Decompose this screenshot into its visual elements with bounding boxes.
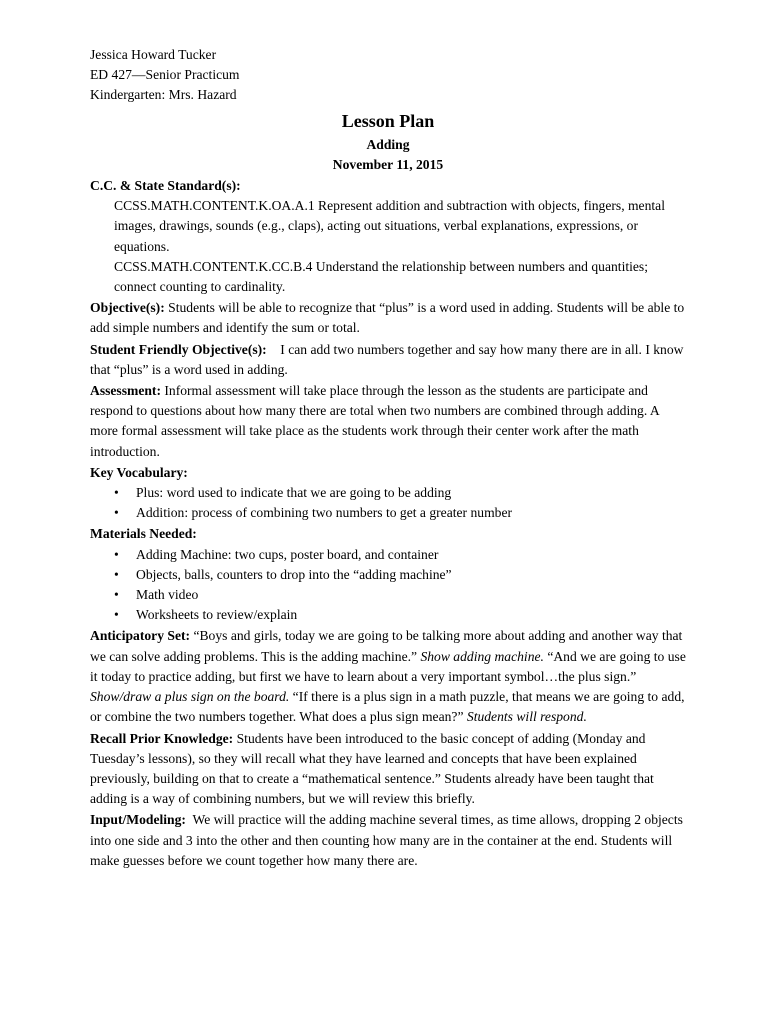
recall-section [90,729,686,810]
material-item: Adding Machine: two cups, poster board, and container [136,546,439,562]
list-item [90,503,686,523]
objectives-section [90,298,686,338]
placement: Kindergarten: Mrs. Hazard [90,87,237,103]
vocabulary-label: Key Vocabulary: [90,464,188,480]
materials-label: Materials Needed: [90,526,197,542]
list-item [90,605,686,625]
standard-item: CCSS.MATH.CONTENT.K.OA.A.1 Represent addition and subtraction with objects, fingers, mental images, drawings, sounds (e.g., claps), acting out situations, verbal explanations, expressions, or equations. [114,198,665,254]
input-label: Input/Modeling: [90,812,186,828]
anticipatory-label: Anticipatory Set: [90,628,191,644]
lesson-date: November 11, 2015 [332,156,444,172]
objectives-label: Objective(s): [90,300,165,316]
assessment-label: Assessment: [90,383,161,399]
student-objective-section [90,340,686,380]
objectives-text: Students will be able to recognize that “plus” is a word used in adding. Students will be able to add simple numbers and identify the sum or total. [90,300,685,336]
materials-list [90,545,686,626]
assessment-section [90,381,686,462]
bullet-icon: • [114,505,119,521]
anticipatory-text: “And we are going to use it today to practice adding, but first we have to learn about a very important symbol…the plus sign.” [90,648,686,684]
anticipatory-section [90,626,686,727]
standards-section [90,176,686,297]
vocabulary-item: Plus: word used to indicate that we are going to be adding [136,485,452,501]
vocabulary-item: Addition: process of combining two numbers to get a greater number [136,505,513,521]
document-content [90,45,686,871]
material-item: Worksheets to review/explain [136,607,298,623]
bullet-icon: • [114,546,119,562]
assessment-text: Informal assessment will take place through the lesson as the students are participate and respond to questions about how many there are total when two numbers are combined through adding. A more formal assessment will take place as the students work through their center work after the math introduction. [90,383,659,459]
materials-section [90,524,686,625]
list-item [90,483,686,503]
standard-item: CCSS.MATH.CONTENT.K.CC.B.4 Understand the relationship between numbers and quantities; connect counting to cardinality. [114,258,648,295]
anticipatory-direction: Show adding machine. [420,648,544,664]
recall-label: Recall Prior Knowledge: [90,730,234,746]
student-objective-label: Student Friendly Objective(s): [90,341,267,357]
material-item: Math video [136,587,199,603]
student-objective-text: I can add two numbers together and say how many there are in all. I know that “plus” is a word used in adding. [90,341,687,377]
recall-text: Students have been introduced to the basic concept of adding (Monday and Tuesday’s lessons), so they will recall what they have learned and concepts that have been explained previously, building on that to create a “mathematical sentence.” Students already have been taught that adding is a way of combining numbers, but we will review this briefly. [90,730,654,807]
list-item [90,585,686,605]
vocabulary-section [90,463,686,524]
bullet-icon: • [114,566,119,582]
list-item [90,565,686,585]
standards-label: C.C. & State Standard(s): [90,178,241,194]
vocabulary-list [90,483,686,523]
input-section [90,810,686,871]
anticipatory-text: “If there is a plus sign in a math puzzle, that means we are going to add, or combine the two numbers together. What does a plus sign mean?” [90,689,685,725]
bullet-icon: • [114,485,119,501]
anticipatory-direction: Students will respond. [466,709,587,725]
page-title: Lesson Plan [341,110,435,131]
input-text: We will practice will the adding machine several times, as time allows, dropping 2 objects into one side and 3 into the other and then counting how many are in the container at the end. Students will make guesses before we count together how many there are. [90,812,687,868]
lesson-subject: Adding [366,136,410,152]
bullet-icon: • [114,587,119,603]
author-name: Jessica Howard Tucker [90,47,217,62]
bullet-icon: • [114,607,119,623]
material-item: Objects, balls, counters to drop into the “adding machine” [136,566,452,582]
list-item [90,545,686,565]
anticipatory-direction: Show/draw a plus sign on the board. [90,689,290,705]
course-name: ED 427—Senior Practicum [90,67,240,83]
anticipatory-text: “Boys and girls, today we are going to be talking more about adding and another way that we can solve adding problems. This is the adding machine.” [90,628,683,664]
